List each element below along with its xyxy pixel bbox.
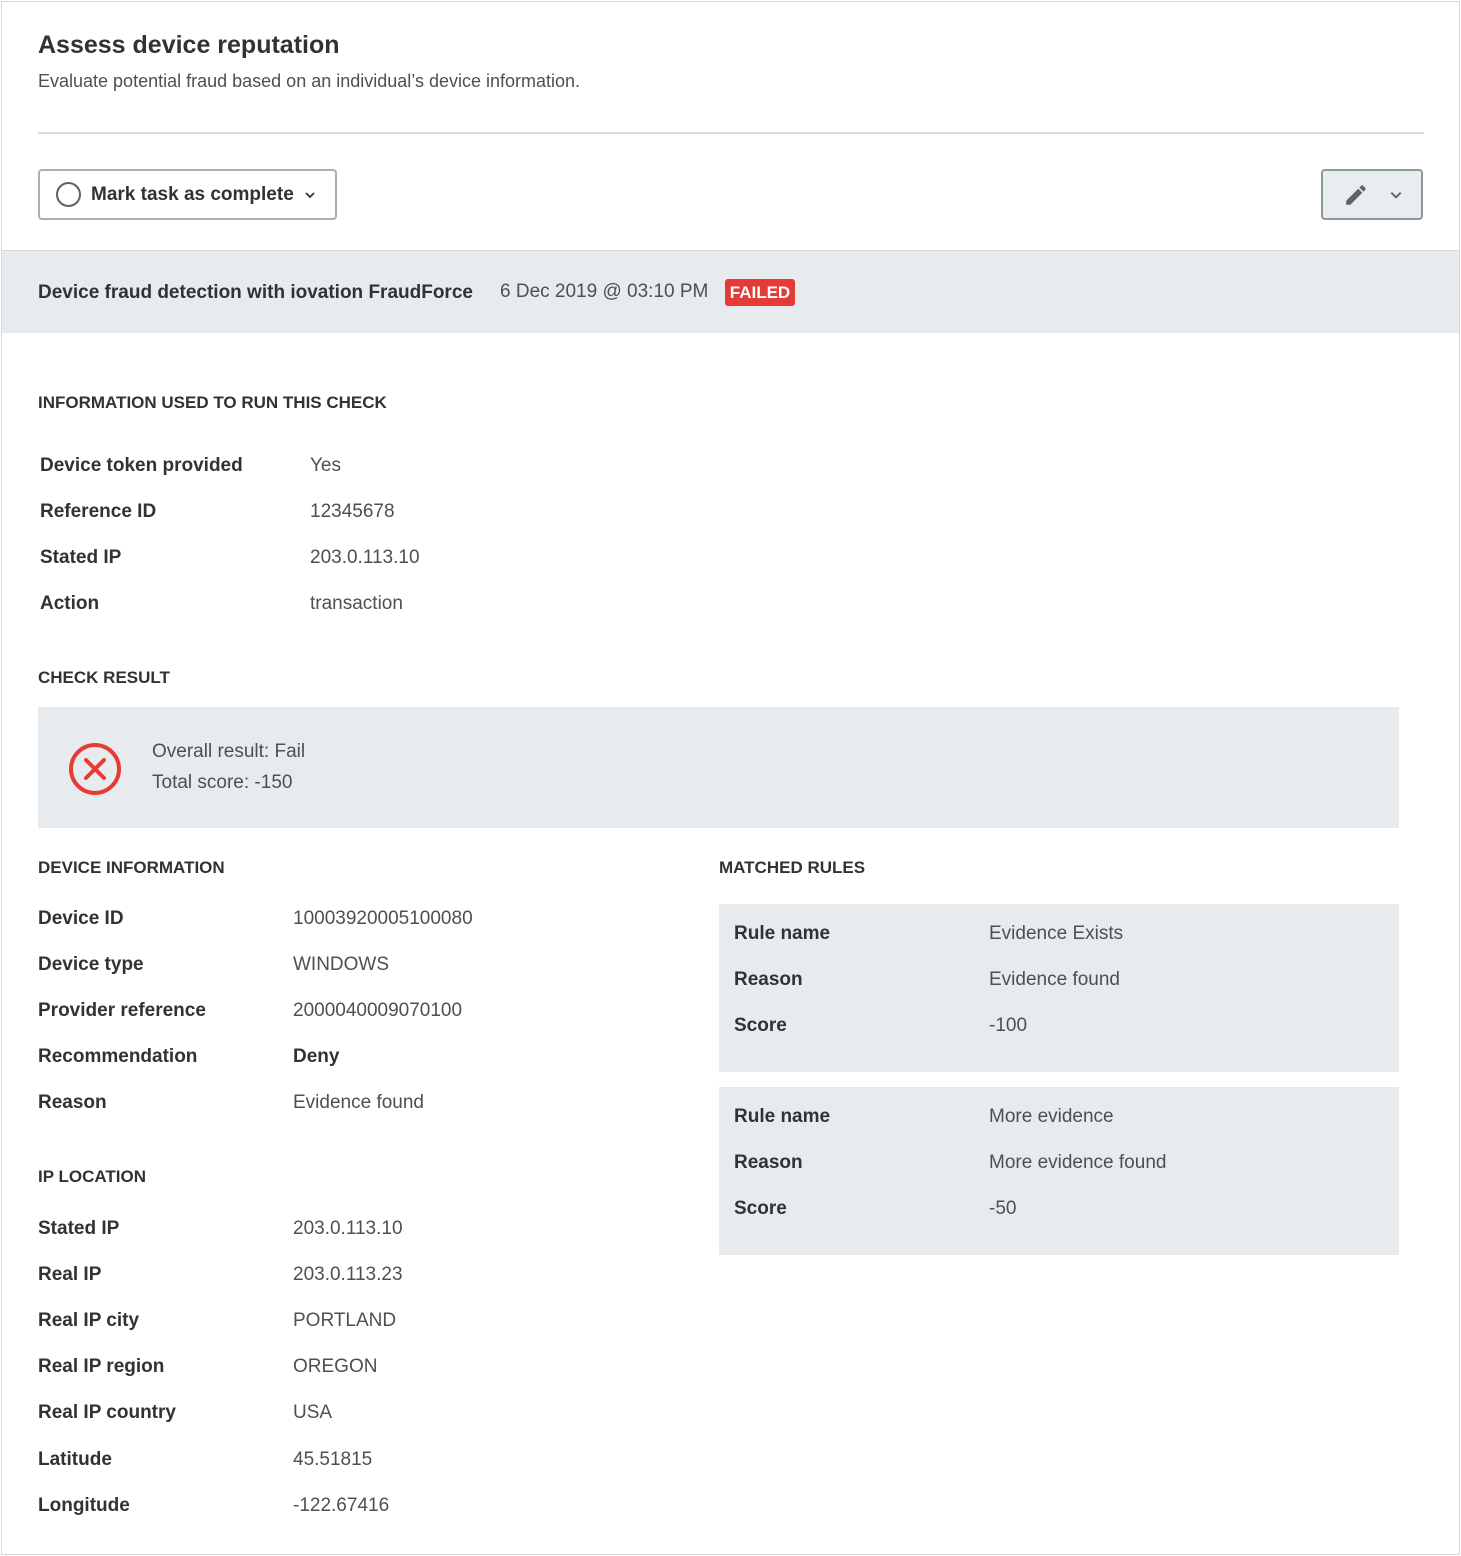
ip-label: Latitude (38, 1449, 112, 1470)
status-badge: FAILED (725, 279, 795, 306)
ip-value: 45.51815 (293, 1449, 373, 1470)
device-value: Evidence found (293, 1092, 424, 1113)
ip-section-heading: IP LOCATION (38, 1167, 146, 1186)
check-title: Device fraud detection with iovation FraudForce (38, 282, 473, 303)
device-label: Device type (38, 954, 144, 975)
mark-complete-label: Mark task as complete (91, 183, 294, 205)
overall-result: Overall result: Fail (152, 741, 306, 762)
rule-label: Rule name (734, 1106, 831, 1127)
rule-label: Rule name (734, 923, 831, 944)
device-value: Deny (293, 1046, 340, 1067)
info-label: Reference ID (40, 501, 157, 522)
rule-value: Evidence Exists (989, 923, 1124, 944)
chevron-down-icon (1389, 188, 1403, 202)
device-section-heading: DEVICE INFORMATION (38, 858, 225, 877)
device-value: 10003920005100080 (293, 908, 473, 929)
ip-label: Real IP city (38, 1310, 140, 1331)
rule-label: Reason (734, 969, 803, 990)
rules-section-heading: MATCHED RULES (719, 858, 866, 877)
ip-label: Longitude (38, 1495, 130, 1516)
device-value: 2000040009070100 (293, 1000, 463, 1021)
device-label: Recommendation (38, 1046, 198, 1067)
info-value: transaction (310, 593, 403, 614)
rule-value: More evidence (989, 1106, 1114, 1127)
chevron-down-icon (304, 189, 316, 201)
circle-icon (56, 182, 81, 207)
info-value: Yes (310, 455, 341, 476)
device-label: Device ID (38, 908, 124, 929)
info-value: 203.0.113.10 (310, 547, 420, 568)
rule-value: -100 (989, 1015, 1028, 1036)
rule-value: More evidence found (989, 1152, 1167, 1173)
ip-value: 203.0.113.23 (293, 1264, 403, 1285)
rule-label: Score (734, 1198, 787, 1219)
fail-x-icon (68, 742, 122, 796)
rule-label: Score (734, 1015, 787, 1036)
ip-label: Real IP (38, 1264, 102, 1285)
ip-value: OREGON (293, 1356, 378, 1377)
ip-label: Real IP country (38, 1402, 176, 1423)
ip-value: PORTLAND (293, 1310, 397, 1331)
check-date: 6 Dec 2019 @ 03:10 PM (500, 281, 709, 302)
ip-value: -122.67416 (293, 1495, 390, 1516)
info-value: 12345678 (310, 501, 395, 522)
info-label: Stated IP (40, 547, 122, 568)
info-label: Action (40, 593, 100, 614)
device-label: Reason (38, 1092, 107, 1113)
info-section-heading: INFORMATION USED TO RUN THIS CHECK (38, 393, 387, 412)
edit-menu-button[interactable] (1321, 169, 1423, 220)
result-section-heading: CHECK RESULT (38, 668, 170, 687)
ip-value: 203.0.113.10 (293, 1218, 403, 1239)
device-label: Provider reference (38, 1000, 206, 1021)
ip-label: Real IP region (38, 1356, 165, 1377)
rule-value: -50 (989, 1198, 1017, 1219)
header-divider (38, 132, 1424, 134)
rule-label: Reason (734, 1152, 803, 1173)
rule-value: Evidence found (989, 969, 1120, 990)
result-box (38, 707, 1399, 828)
ip-value: USA (293, 1402, 333, 1423)
device-value: WINDOWS (293, 954, 390, 975)
ip-label: Stated IP (38, 1218, 120, 1239)
mark-complete-button[interactable] (38, 169, 337, 220)
page-title: Assess device reputation (38, 31, 340, 59)
page-subtitle: Evaluate potential fraud based on an individual’s device information. (38, 71, 581, 91)
total-score: Total score: -150 (152, 772, 293, 793)
pencil-icon (1343, 182, 1369, 208)
info-label: Device token provided (40, 455, 243, 476)
